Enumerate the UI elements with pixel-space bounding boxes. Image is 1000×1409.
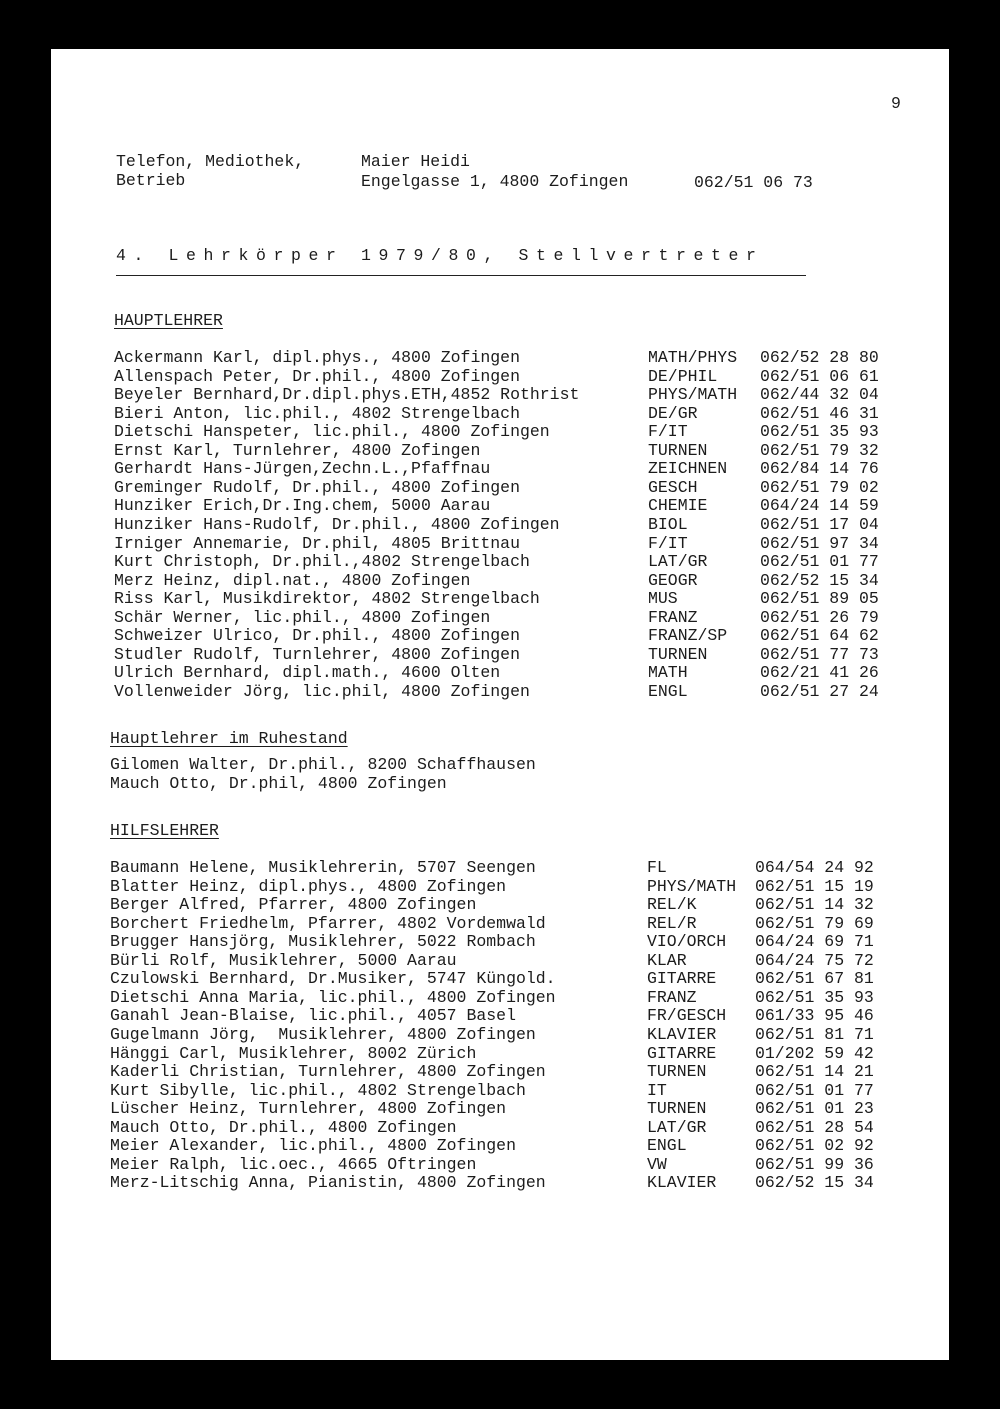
teacher-name: Brugger Hansjörg, Musiklehrer, 5022 Rombach [110,932,536,952]
document-page [51,49,949,1360]
teacher-name: Mauch Otto, Dr.phil., 4800 Zofingen [110,1117,457,1137]
table-row [110,1007,910,1026]
teacher-phone: 062/51 79 69 [755,913,874,933]
teacher-subject: PHYS/MATH [647,876,737,896]
table-row [110,1045,910,1064]
teacher-name: Beyeler Bernhard,Dr.dipl.phys.ETH,4852 Rothrist [114,385,580,405]
teacher-phone: 062/44 32 04 [760,385,879,405]
teacher-name: Ganahl Jean-Blaise, lic.phil., 4057 Basel [110,1006,516,1026]
table-row [110,970,910,989]
teacher-phone: 064/24 75 72 [755,950,874,970]
table-row [114,627,914,646]
teacher-subject: KLAVIER [647,1173,717,1193]
teacher-phone: 062/51 35 93 [755,987,874,1007]
contact-phone: 062/51 06 73 [694,173,813,192]
table-row [114,460,914,479]
teacher-phone: 062/51 26 79 [760,607,879,627]
teacher-subject: FR/GESCH [647,1006,727,1026]
table-row [114,405,914,424]
teacher-subject: VW [647,1154,667,1174]
teacher-subject: ENGL [647,1136,687,1156]
teacher-name: Merz Heinz, dipl.nat., 4800 Zofingen [114,570,471,590]
teacher-name: Schär Werner, lic.phil., 4800 Zofingen [114,607,491,627]
teacher-name: Studler Rudolf, Turnlehrer, 4800 Zofingen [114,644,520,664]
table-row [110,878,910,897]
teacher-subject: LAT/GR [647,1117,707,1137]
teacher-name: Kaderli Christian, Turnlehrer, 4800 Zofingen [110,1062,546,1082]
heading-underline [116,275,806,276]
teacher-subject: REL/R [647,913,697,933]
teacher-phone: 064/24 69 71 [755,932,874,952]
teacher-name: Irniger Annemarie, Dr.phil, 4805 Brittnau [114,533,520,553]
table-row [110,933,910,952]
teacher-name: Bieri Anton, lic.phil., 4802 Strengelbach [114,403,520,423]
teacher-phone: 062/51 79 02 [760,477,879,497]
teacher-phone: 062/51 81 71 [755,1024,874,1044]
teacher-phone: 062/51 06 61 [760,366,879,386]
table-row [110,859,910,878]
contact-address: Engelgasse 1, 4800 Zofingen [361,172,629,191]
teacher-name: Borchert Friedhelm, Pfarrer, 4802 Vordemwald [110,913,546,933]
teacher-phone: 062/52 15 34 [755,1173,874,1193]
table-row [110,1156,910,1175]
teacher-subject: GITARRE [647,1043,717,1063]
teacher-subject: KLAVIER [647,1024,717,1044]
table-row [110,775,910,794]
teacher-subject: GITARRE [647,969,717,989]
teacher-subject: TURNEN [647,1099,707,1119]
teacher-name: Ernst Karl, Turnlehrer, 4800 Zofingen [114,440,481,460]
table-row [110,756,910,775]
table-row [114,442,914,461]
teacher-subject: ZEICHNEN [648,459,728,479]
hilfslehrer-title: HILFSLEHRER [110,821,219,840]
teacher-subject: TURNEN [647,1062,707,1082]
teacher-subject: FRANZ/SP [648,626,728,646]
teacher-subject: DE/PHIL [648,366,718,386]
teacher-subject: FRANZ [648,607,698,627]
teacher-subject: F/IT [648,533,688,553]
teacher-name: Hänggi Carl, Musiklehrer, 8002 Zürich [110,1043,477,1063]
teacher-subject: GESCH [648,477,698,497]
teacher-name: Czulowski Bernhard, Dr.Musiker, 5747 Küngold. [110,969,556,989]
teacher-name: Kurt Christoph, Dr.phil.,4802 Strengelbach [114,552,530,572]
teacher-subject: MATH/PHYS [648,348,738,367]
teacher-subject: VIO/ORCH [647,932,727,952]
teacher-phone: 062/51 46 31 [760,403,879,423]
teacher-name: Vollenweider Jörg, lic.phil, 4800 Zofingen [114,681,530,701]
teacher-phone: 064/54 24 92 [755,858,874,877]
table-row [114,646,914,665]
teacher-phone: 062/51 64 62 [760,626,879,646]
teacher-phone: 064/24 14 59 [760,496,879,516]
teacher-phone: 062/21 41 26 [760,663,879,683]
teacher-subject: TURNEN [648,440,708,460]
contact-label-line1: Telefon, Mediothek, [116,152,305,171]
table-row [114,497,914,516]
teacher-phone: 062/51 79 32 [760,440,879,460]
table-row [110,1137,910,1156]
teacher-name: Blatter Heinz, dipl.phys., 4800 Zofingen [110,876,507,896]
table-row [114,349,914,368]
teacher-name: Gerhardt Hans-Jürgen,Zechn.L.,Pfaffnau [114,459,491,479]
teacher-name: Meier Ralph, lic.oec., 4665 Oftringen [110,1154,477,1174]
table-row [114,609,914,628]
teacher-name: Gugelmann Jörg, Musiklehrer, 4800 Zofingen [110,1024,536,1044]
teacher-name: Merz-Litschig Anna, Pianistin, 4800 Zofingen [110,1173,546,1193]
table-row [114,386,914,405]
table-row [114,664,914,683]
teacher-phone: 062/51 27 24 [760,681,879,701]
teacher-name: Bürli Rolf, Musiklehrer, 5000 Aarau [110,950,457,970]
teacher-phone: 062/51 14 21 [755,1062,874,1082]
contact-label-line2: Betrieb [116,171,186,190]
table-row [110,1082,910,1101]
teacher-subject: FRANZ [647,987,697,1007]
teacher-name: Dietschi Anna Maria, lic.phil., 4800 Zofingen [110,987,556,1007]
page-number: 9 [891,94,901,113]
teacher-phone: 062/51 01 77 [755,1080,874,1100]
teacher-phone: 062/51 17 04 [760,514,879,534]
teacher-name: Dietschi Hanspeter, lic.phil., 4800 Zofingen [114,422,550,442]
hauptlehrer-title: HAUPTLEHRER [114,311,223,330]
teacher-name: Meier Alexander, lic.phil., 4800 Zofingen [110,1136,516,1156]
teacher-name: Schweizer Ulrico, Dr.phil., 4800 Zofingen [114,626,520,646]
table-row [114,516,914,535]
teacher-name: Gilomen Walter, Dr.phil., 8200 Schaffhausen [110,755,536,774]
teacher-name: Hunziker Erich,Dr.Ing.chem, 5000 Aarau [114,496,491,516]
table-row [114,423,914,442]
teacher-name: Baumann Helene, Musiklehrerin, 5707 Seengen [110,858,536,877]
table-row [110,1026,910,1045]
teacher-subject: CHEMIE [648,496,708,516]
teacher-subject: PHYS/MATH [648,385,738,405]
table-row [110,1100,910,1119]
teacher-name: Kurt Sibylle, lic.phil., 4802 Strengelbach [110,1080,526,1100]
table-row [110,896,910,915]
table-row [114,368,914,387]
teacher-phone: 062/51 89 05 [760,589,879,609]
teacher-subject: TURNEN [648,644,708,664]
teacher-phone: 062/51 01 23 [755,1099,874,1119]
teacher-phone: 062/51 01 77 [760,552,879,572]
teacher-subject: GEOGR [648,570,698,590]
teacher-subject: BIOL [648,514,688,534]
teacher-phone: 062/52 28 80 [760,348,879,367]
teacher-phone: 01/202 59 42 [755,1043,874,1063]
table-row [114,553,914,572]
table-row [110,1063,910,1082]
teacher-name: Riss Karl, Musikdirektor, 4802 Strengelbach [114,589,540,609]
table-row [114,479,914,498]
teacher-phone: 062/51 97 34 [760,533,879,553]
table-row [114,535,914,554]
teacher-phone: 062/51 14 32 [755,895,874,915]
teacher-subject: F/IT [648,422,688,442]
teacher-name: Mauch Otto, Dr.phil, 4800 Zofingen [110,773,447,793]
teacher-phone: 062/51 02 92 [755,1136,874,1156]
table-row [114,683,914,702]
teacher-name: Lüscher Heinz, Turnlehrer, 4800 Zofingen [110,1099,507,1119]
teacher-name: Ulrich Bernhard, dipl.math., 4600 Olten [114,663,501,683]
table-row [110,1119,910,1138]
teacher-phone: 062/51 77 73 [760,644,879,664]
contact-name: Maier Heidi [361,152,470,171]
teacher-phone: 061/33 95 46 [755,1006,874,1026]
teacher-subject: MATH [648,663,688,683]
table-row [114,590,914,609]
teacher-subject: MUS [648,589,678,609]
teacher-subject: FL [647,858,667,877]
table-row [114,572,914,591]
teacher-phone: 062/51 35 93 [760,422,879,442]
teacher-subject: REL/K [647,895,697,915]
teacher-phone: 062/84 14 76 [760,459,879,479]
teacher-phone: 062/51 15 19 [755,876,874,896]
table-row [110,952,910,971]
teacher-phone: 062/52 15 34 [760,570,879,590]
teacher-name: Berger Alfred, Pfarrer, 4800 Zofingen [110,895,477,915]
teacher-phone: 062/51 28 54 [755,1117,874,1137]
teacher-phone: 062/51 99 36 [755,1154,874,1174]
table-row [110,915,910,934]
teacher-subject: IT [647,1080,667,1100]
teacher-name: Ackermann Karl, dipl.phys., 4800 Zofingen [114,348,520,367]
teacher-subject: KLAR [647,950,687,970]
section-heading: 4. Lehrkörper 1979/80, Stellvertreter [116,246,764,265]
teacher-name: Hunziker Hans-Rudolf, Dr.phil., 4800 Zofingen [114,514,560,534]
teacher-subject: DE/GR [648,403,698,423]
teacher-name: Allenspach Peter, Dr.phil., 4800 Zofingen [114,366,520,386]
teacher-subject: LAT/GR [648,552,708,572]
table-row [110,989,910,1008]
ruhestand-title: Hauptlehrer im Ruhestand [110,729,348,748]
teacher-phone: 062/51 67 81 [755,969,874,989]
teacher-subject: ENGL [648,681,688,701]
teacher-name: Greminger Rudolf, Dr.phil., 4800 Zofingen [114,477,520,497]
table-row [110,1174,910,1193]
